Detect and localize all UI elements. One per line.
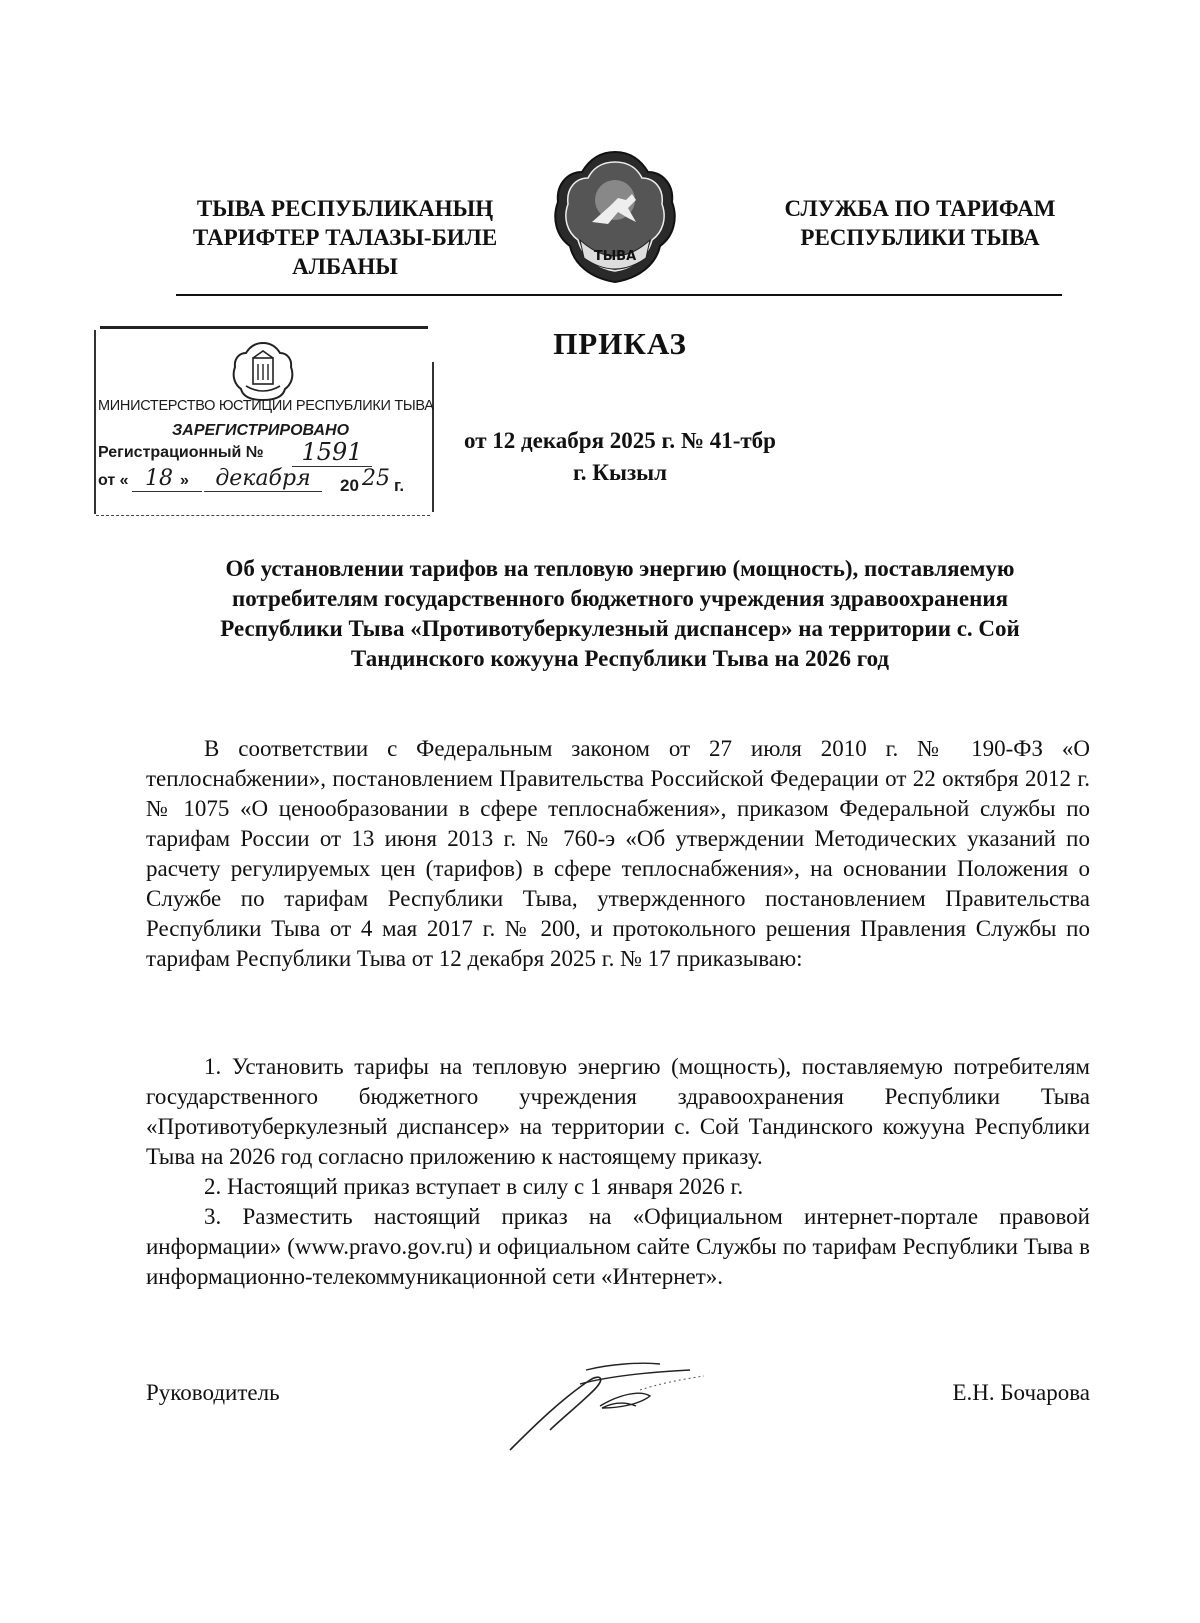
stamp-from-label bbox=[98, 472, 129, 490]
stamp-year-suffix: г. bbox=[394, 476, 405, 495]
header-right-line: СЛУЖБА ПО ТАРИФАМ bbox=[784, 196, 1056, 221]
stamp-day bbox=[132, 466, 202, 492]
header-right-title bbox=[770, 194, 1070, 252]
order-item-1: 1. Установить тарифы на тепловую энергию (мощность), поставляемую потребителям государственного бюджетного учреждения здравоохранения Республики Тыва «Противотуберкулезный диспансер» на территории с. Сой Тандинского кожууна Республики Тыва на 2026 год согласно приложению к настоящему приказу. bbox=[146, 1054, 1090, 1169]
order-items bbox=[146, 1052, 1090, 1292]
document-title-line: Об установлении тарифов на тепловую энергию (мощность), поставляемую bbox=[225, 556, 1015, 581]
order-item-2: 2. Настоящий приказ вступает в силу с 1 января 2026 г. bbox=[204, 1174, 744, 1199]
order-title: ПРИКАЗ bbox=[553, 326, 687, 361]
stamp-century: 20 bbox=[340, 476, 359, 495]
header-right-line: РЕСПУБЛИКИ ТЫВА bbox=[800, 225, 1040, 250]
stamp-registration-label: Регистрационный № bbox=[98, 444, 264, 461]
stamp-month: декабря bbox=[204, 466, 322, 492]
preamble-section bbox=[146, 734, 1090, 974]
emblem-label: ТЫВА bbox=[593, 249, 637, 264]
signer-name: Е.Н. Бочарова bbox=[952, 1380, 1090, 1405]
order-item-3: 3. Разместить настоящий приказ на «Официальном интернет-портале правовой информации» (www.pravo.gov.ru) и официальном сайте Службы по тарифам Республики Тыва в информационно-телекоммуникационной сети «Интернет». bbox=[146, 1204, 1090, 1289]
order-date: от 12 декабря 2025 г. № 41-тбр bbox=[464, 428, 776, 453]
tuva-emblem-icon bbox=[552, 148, 678, 286]
order-date-block bbox=[430, 425, 810, 489]
stamp-day-value: 18 bbox=[145, 466, 174, 491]
stamp-day-close: » bbox=[180, 472, 189, 489]
document-title bbox=[150, 554, 1090, 674]
stamp-from-text: от « bbox=[98, 472, 129, 489]
stamp-border-bottom bbox=[96, 515, 430, 516]
stamp-registered: ЗАРЕГИСТРИРОВАНО bbox=[172, 422, 350, 439]
stamp-border-top bbox=[100, 326, 428, 329]
order-city: г. Кызыл bbox=[572, 460, 668, 485]
header-left-line: АЛБАНЫ bbox=[292, 254, 398, 279]
stamp-year: 25 bbox=[362, 466, 390, 491]
signer-role: Руководитель bbox=[146, 1380, 280, 1405]
header-left-title bbox=[180, 194, 510, 281]
stamp-emblem-icon bbox=[232, 340, 294, 402]
handwritten-signature bbox=[490, 1350, 730, 1460]
stamp-registration-number: 1591 bbox=[292, 438, 372, 467]
registration-stamp bbox=[94, 326, 434, 516]
document-title-line: потребителям государственного бюджетного учреждения здравоохранения bbox=[231, 586, 1009, 611]
header-left-line: ТАРИФТЕР ТАЛАЗЫ-БИЛЕ bbox=[192, 225, 498, 250]
stamp-border-left bbox=[94, 330, 96, 514]
header-left-line: ТЫВА РЕСПУБЛИКАНЫҢ bbox=[196, 196, 494, 221]
document-title-line: Тандинского кожууна Республики Тыва на 2026 год bbox=[350, 646, 890, 671]
preamble-paragraph: В соответствии с Федеральным законом от 27 июля 2010 г. № 190-ФЗ «О теплоснабжении», постановлением Правительства Российской Федерации от 22 октября 2012 г. № 1075 «О ценообразовании в сфере теплоснабжения», приказом Федеральной службы по тарифам России от 13 июня 2013 г. № 760-э «Об утверждении Методических указаний по расчету регулируемых цен (тарифов) в сфере теплоснабжения», на основании Положения о Службе по тарифам Республики Тыва, утвержденного постановлением Правительства Республики Тыва от 4 мая 2017 г. № 200, и протокольного решения Правления Службы по тарифам Республики Тыва от 12 декабря 2025 г. № 17 приказываю: bbox=[146, 736, 1090, 971]
header-divider bbox=[176, 294, 1062, 296]
stamp-ministry: МИНИСТЕРСТВО ЮСТИЦИИ РЕСПУБЛИКИ ТЫВА bbox=[98, 398, 434, 414]
document-title-line: Республики Тыва «Противотуберкулезный диспансер» на территории с. Сой bbox=[220, 616, 1020, 641]
